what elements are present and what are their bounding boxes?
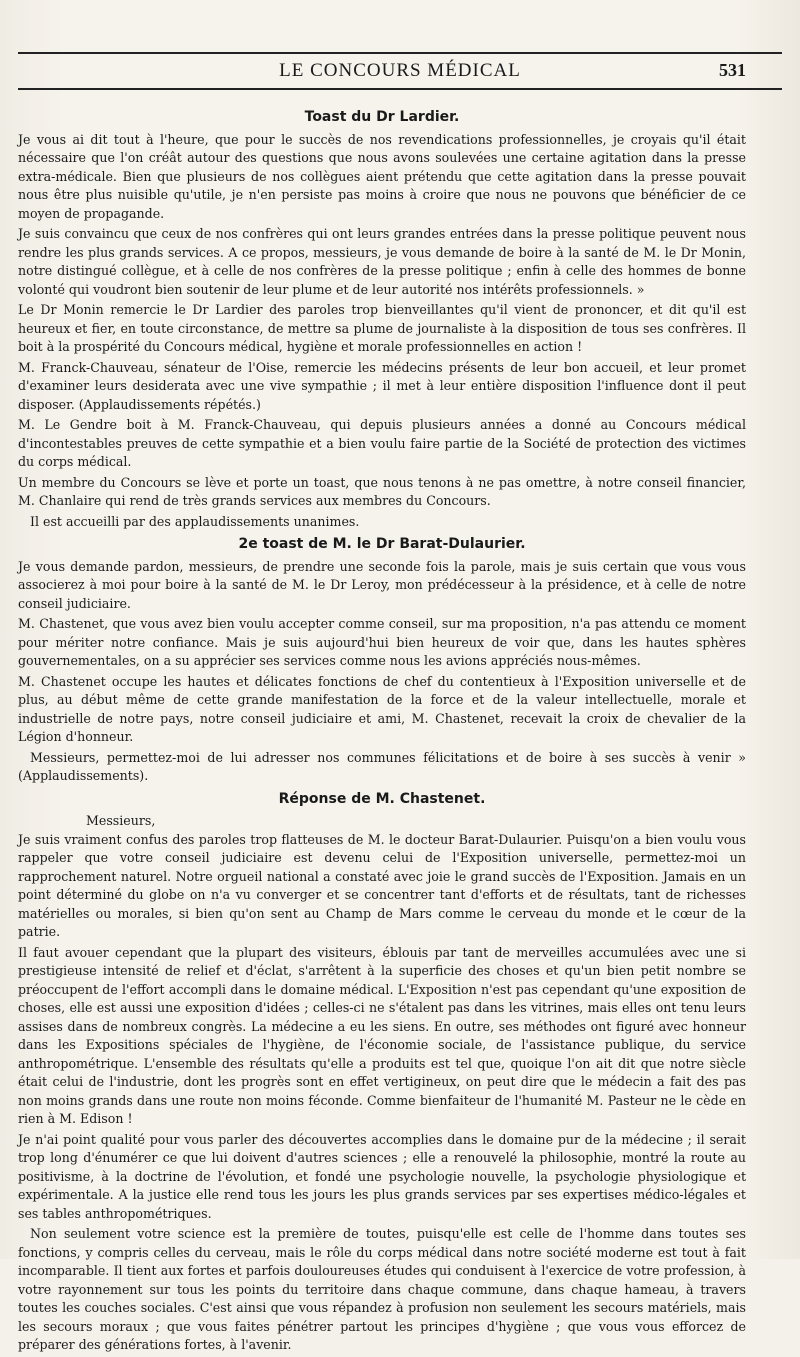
header-rule-bottom bbox=[18, 88, 782, 90]
article-body bbox=[18, 104, 746, 1357]
paragraph: Messieurs, permettez-moi de lui adresser nos communes félicitations et de boire à ses succès à venir » (Applaudissements). bbox=[18, 749, 746, 783]
paragraph: Il faut avouer cependant que la plupart des visiteurs, éblouis par tant de merveilles accumulées avec une si prestigieuse intensité de relief et d'éclat, s'arrêtent à la superficie des choses et qu'un bien petit nombre se préoccupent de l'effort accompli dans le domaine médical. L'Exposition n'est pas cependant qu'une exposition de choses, elle est aussi une exposition d'idées ; celles-ci ne s'étalent pas dans les vitrines, mais elles ont tenu leurs assises dans de nombreux congrès. La médecine a eu les siens. En outre, ses méthodes ont figuré avec honneur dans les Expositions spéciales de l'hygiène, de l'économie sociale, de l'assistance publique, du service anthropométrique. L'ensemble des résultats qu'elle a produits est tel que, quoique l'on ait dit que notre siècle était celui de l'industrie, dont les progrès sont en effet vertigineux, on peut dire que le médecin a fait des pas non moins grands dans une route non moins féconde. Comme bienfaiteur de l'humanité M. Pasteur ne le cède en rien à M. Edison ! bbox=[18, 944, 746, 1126]
paragraph: Non seulement votre science est la première de toutes, puisqu'elle est celle de l'homme dans toutes ses fonctions, y compris celles du cerveau, mais le rôle du corps médical dans notre société moderne est tout à fait incomparable. Il tient aux fortes et parfois douloureuses études qui conduisent à l'exercice de votre profession, à votre rayonnement sur tous les points du territoire dans chaque commune, dans chaque hameau, à travers toutes les couches sociales. C'est ainsi que vous répandez à profusion non seulement les secours matériels, mais les secours moraux ; que vous faites pénétrer partout les principes d'hygiène ; que vous vous efforcez de préparer des générations fortes, à l'avenir. bbox=[18, 1226, 746, 1352]
paragraph: M. Franck-Chauveau, sénateur de l'Oise, remercie les médecins présents de leur bon accueil, et leur promet d'examiner leurs desiderata avec une vive sympathie ; il met à leur entière disposition l'influence dont il peut disposer. (Applaudissements répétés.) bbox=[18, 359, 746, 412]
section-heading: 2e toast de M. le Dr Barat-Dulaurier. bbox=[238, 536, 526, 552]
paragraph: Le Dr Monin remercie le Dr Lardier des paroles trop bienveillantes qu'il vient de prononcer, et dit qu'il est heureux et fier, en toute circonstance, de mettre sa plume de journaliste à la disposition de tous ses confrères. Il boit à la prospérité du Concours médical, hygiène et morale professionnelles en action ! bbox=[18, 302, 746, 354]
paragraph: M. Le Gendre boit à M. Franck-Chauveau, qui depuis plusieurs années a donné au Concours médical d'incontestables preuves de cette sympathie et a bien voulu faire partie de la Société de protection des victimes du corps médical. bbox=[18, 417, 746, 469]
page-number: 531 bbox=[719, 60, 746, 80]
paragraph: Je vous ai dit tout à l'heure, que pour le succès de nos revendications professionnelles, je croyais qu'il était nécessaire que l'on créât autour des questions que nous avons soulevées une certaine agitation dans la presse extra-médicale. Bien que plusieurs de nos collègues aient prétendu que cette agitation dans la presse pouvait nous être plus nuisible qu'utile, je n'en persiste pas moins à croire que nous ne pouvons que bénéficier de ce moyen de propagande. bbox=[18, 131, 746, 221]
paragraph: Je suis convaincu que ceux de nos confrères qui ont leurs grandes entrées dans la presse politique peuvent nous rendre les plus grands services. A ce propos, messieurs, je vous demande de boire à la santé de M. le Dr Monin, notre distingué collègue, et à celle de nos confrères de la presse politique ; enfin à celle des hommes de bonne volonté qui voudront bien soutenir de leur plume et de leur autorité nos intérêts professionnels. » bbox=[18, 226, 746, 297]
salutation: Messieurs, bbox=[86, 813, 156, 828]
paragraph: M. Chastenet, que vous avez bien voulu accepter comme conseil, sur ma proposition, n'a pas attendu ce moment pour mériter notre confiance. Mais je suis aujourd'hui bien heureux de voir que, dans les hautes sphères gouvernementales, on a su apprécier ses services comme nous les avions appréciés nous-mêmes. bbox=[18, 616, 746, 668]
paragraph: Je suis vraiment confus des paroles trop flatteuses de M. le docteur Barat-Dulaurier. Puisqu'on a bien voulu vous rappeler que votre conseil judiciaire est devenu celui de l'Exposition universelle, permettez-moi un rapprochement naturel. Notre orgueil national a constaté avec joie le grand succès de l'Exposition. Jamais en un point déterminé du globe on n'a vu converger et se concentrer tant d'efforts et de résultats, tant de richesses matérielles ou morales, si bien qu'on sent au Champ de Mars comme le cerveau du monde et le cœur de la patrie. bbox=[18, 831, 746, 939]
paragraph: Un membre du Concours se lève et porte un toast, que nous tenons à ne pas omettre, à notre conseil financier, M. Chanlaire qui rend de très grands services aux membres du Concours. bbox=[18, 474, 746, 508]
header-rule-top bbox=[18, 52, 782, 54]
running-title: LE CONCOURS MÉDICAL bbox=[279, 60, 521, 81]
paragraph: Je vous demande pardon, messieurs, de prendre une seconde fois la parole, mais je suis certain que vous vous associerez à moi pour boire à la santé de M. le Dr Leroy, mon prédécesseur à la présidence, et à celle de notre conseil judiciaire. bbox=[18, 558, 746, 611]
section-heading: Toast du Dr Lardier. bbox=[304, 109, 460, 125]
section-heading: Réponse de M. Chastenet. bbox=[278, 790, 486, 807]
paragraph: M. Chastenet occupe les hautes et délicates fonctions de chef du contentieux à l'Exposition universelle et de plus, au début même de cette grande manifestation de la force et de la valeur intellectuelle, morale et industrielle de notre pays, notre conseil judiciaire et ami, M. Chastenet, recevait la croix de chevalier de la Légion d'honneur. bbox=[18, 673, 746, 744]
paragraph: Il est accueilli par des applaudissements unanimes. bbox=[30, 513, 360, 529]
paragraph: Je n'ai point qualité pour vous parler des découvertes accomplies dans le domaine pur de la médecine ; il serait trop long d'énumérer ce que lui doivent d'autres sciences ; elle a renouvelé la philosophie, montré la route au positivisme, à la doctrine de l'évolution, et fondé une psychologie nouvelle, la psychologie physiologique et expérimentale. A la justice elle rend tous les jours les plus grands services par ses expertises médico-légales et ses tables anthropométriques. bbox=[18, 1131, 746, 1221]
